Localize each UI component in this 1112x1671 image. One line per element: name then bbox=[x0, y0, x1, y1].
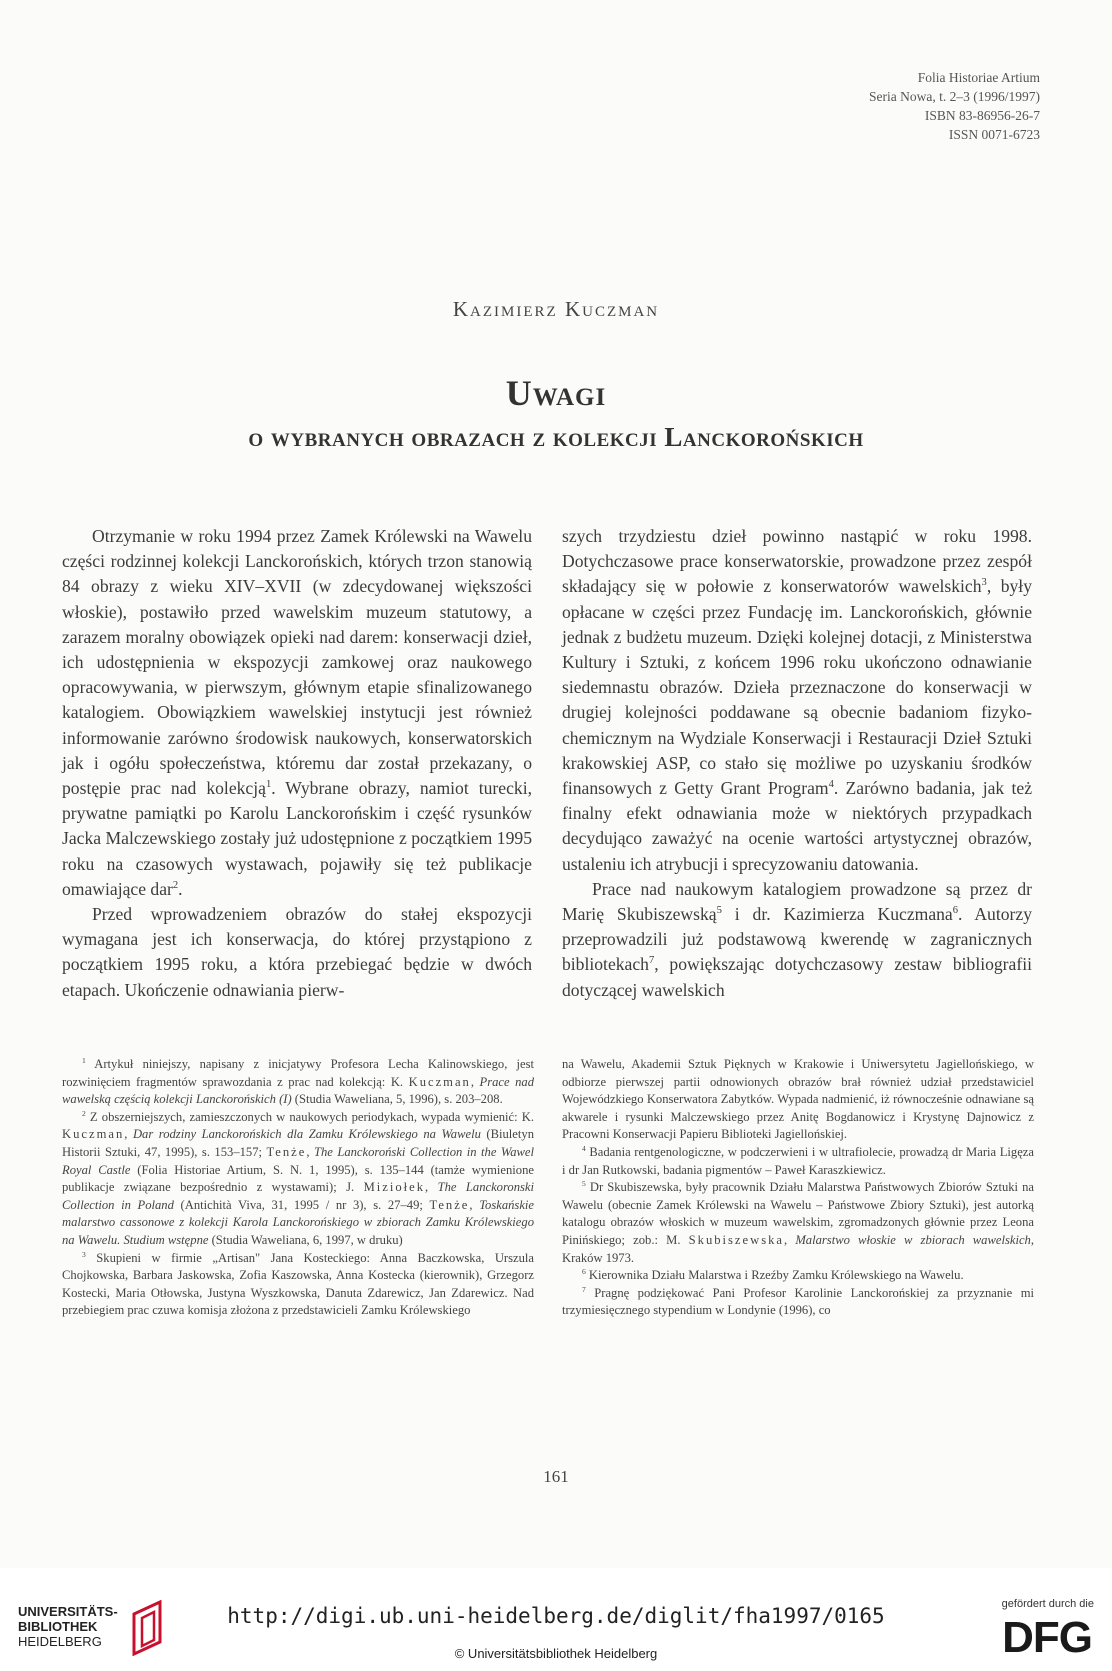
footnote: $^6$ Kierownika Działu Malarstwa i Rzeźby Zamku Królewskiego na Wawelu. bbox=[582, 1266, 964, 1283]
footnote-continued: na Wawelu, Akademii Sztuk Pięknych w Krakowie i Uniwersytetu Jagiellońskiego, w odbiorze pierwszej partii odnowionych obrazów brał również udział przedstawiciel Wojewódzkiego Konserwatora Zabytków. Wypada nadmienić, iż równocześnie odnawiane są akwarele i rysunki Malczewskiego przez Anitę Bogdanowicz i Krystynę Dajnowicz z Pracowni Konserwacji Papieru Biblioteki Jagiellońskiej. bbox=[562, 1057, 1034, 1142]
footnote-ref: 4 bbox=[828, 779, 834, 791]
article-title-line2: o wybranych obrazach z kolekcji Lanckorońskich bbox=[248, 422, 864, 452]
dfg-logo bbox=[982, 1612, 1094, 1656]
article-title-line1: Uwagi bbox=[505, 373, 607, 413]
footnote-ref: 2 bbox=[172, 879, 179, 891]
footnote-ref: 1 bbox=[265, 779, 272, 791]
footnotes-left bbox=[62, 1056, 534, 1320]
paragraph: Otrzymanie w roku 1994 przez Zamek Królewski na Wawelu części rodzinnej kolekcji Lanckorońskich, których trzon stanowią 84 obrazy z wieku XIV–XVII (w zdecydowanej większości włoskie), postawiło przed wawelskim muzeum statutowy, a zarazem moralny obowiązek opieki nad darem: konserwacji dzieł, ich udostępnienia w ekspozycji zamkowej oraz naukowego opracowywania, w pierwszym, głównym etapie sfinalizowanego katalogiem. Obowiązkiem wawelskiej instytucji jest również informowanie zarówno środowisk naukowych, konserwatorskich jak i ogółu społeczeństwa, któremu dar został przekazany, o postępie prac nad kolekcją$^1$. Wybrane obrazy, namiot turecki, prywatne pamiątki po Karolu Lanckorońskim i część rysunków Jacka Malczewskiego zostały już udostępnione z początkiem 1995 roku na czasowych wystawach, pojawiły się też publikacje omawiające dar$^2$. bbox=[62, 526, 532, 899]
footnote-ref: 7 bbox=[648, 955, 655, 967]
footnote: $^3$ Skupieni w firmie „Artisan" Jana Kosteckiego: Anna Baczkowska, Urszula Chojkowska, Barbara Jaskowska, Zofia Kaszowska, Anna Kostecka (kierownik), Grzegorz Kostecki, Maria Otłowska, Justyna Wyszkowska, Danuta Zdarewicz, Jan Zdarewicz. Nad przebiegiem prac czuwa komisja złożona z przedstawicieli Zamku Królewskiego bbox=[62, 1249, 534, 1318]
footnote-ref: 3 bbox=[981, 577, 987, 589]
footnote: $^5$ Dr Skubiszewska, były pracownik Działu Malarstwa Państwowych Zbiorów Sztuki na Wawelu (obecnie Zamek Królewski na Wawelu – Państwowe Zbiory Sztuki), jest autorką katalogu obrazów włoskich w muzeum wawelskim, zgromadzonych głównie przez Leona Pinińskiego; zob.: M. Skubiszewska, Malarstwo włoskie w zbiorach wawelskich, Kraków 1973. bbox=[562, 1178, 1034, 1265]
paragraph: szych trzydziestu dzieł powinno nastąpić w roku 1998. Dotychczasowe prace konserwatorskie, prowadzone przez zespół składający się w połowie z konserwatorów wawelskich$^3$, były opłacane w części przez Fundację im. Lanckorońskich, głównie jednak z budżetu muzeum. Dzięki kolejnej dotacji, z Ministerstwa Kultury i Sztuki, z końcem 1996 roku ukończono odnawianie siedemnastu obrazów. Dzieła przeznaczone do konserwacji w drugiej kolejności poddawane są obecnie badaniom fizyko-chemicznym na Wydziale Konserwacji i Restauracji Dzieł Sztuki krakowskiej ASP, co stało się możliwe po uzyskaniu środków finansowych z Getty Grant Program$^4$. Zarówno badania, jak też finalny efekt odnawiania może w niektórych przypadkach decydująco zaważyć na ocenie wartości artystycznej obrazów, ustaleniu ich atrybucji i sprecyzowaniu datowania. bbox=[562, 526, 1032, 874]
funding-caption: gefördert durch die bbox=[1001, 1598, 1094, 1610]
journal-isbn: ISBN 83-86956-26-7 bbox=[924, 108, 1040, 123]
article-author: Kazimierz Kuczman bbox=[452, 297, 660, 321]
journal-issn: ISSN 0071-6723 bbox=[948, 127, 1040, 142]
footnote: $^1$ Artykuł niniejszy, napisany z inicjatywy Profesora Lecha Kalinowskiego, jest rozwinięciem fragmentów sprawozdania z prac nad kolekcją: K. Kuczman, Prace nad wawelską częścią kolekcji Lanckorońskich (I) (Studia Waweliana, 5, 1996), s. 203–208. bbox=[62, 1055, 535, 1107]
page-number: 161 bbox=[543, 1467, 569, 1486]
footnote-ref: 6 bbox=[952, 905, 959, 917]
journal-title: Folia Historiae Artium bbox=[917, 70, 1040, 85]
permalink-url[interactable]: http://digi.ub.uni-heidelberg.de/diglit/fha1997/0165 bbox=[227, 1604, 885, 1628]
footnotes-right bbox=[562, 1056, 1034, 1320]
paragraph: Przed wprowadzeniem obrazów do stałej ekspozycji wymagana jest ich konserwacja, do której przystąpiono z początkiem 1995 roku, a która przebiegać będzie w dwóch etapach. Ukończenie odnawiania pierw- bbox=[62, 904, 532, 1000]
body-column-left bbox=[62, 524, 532, 1003]
journal-series: Seria Nowa, t. 2–3 (1996/1997) bbox=[869, 89, 1040, 104]
paragraph: Prace nad naukowym katalogiem prowadzone są przez dr Marię Skubiszewską$^5$ i dr. Kazimierza Kuczmana$^6$. Autorzy przeprowadzili już podstawową kwerendę w zagranicznych bibliotekach$^7$, powiększając dotychczasowy zestaw bibliografii dotyczącej wawelskich bbox=[562, 878, 1032, 1000]
footnote-ref: 5 bbox=[716, 905, 722, 917]
body-column-right bbox=[562, 524, 1032, 1003]
footnote: $^7$ Pragnę podziękować Pani Profesor Karolinie Lanckorońskiej za przyznanie mi trzymiesięcznego stypendium w Londynie (1996), co bbox=[562, 1284, 1034, 1318]
dfg-funding[interactable] bbox=[974, 1598, 1094, 1656]
digitization-footer bbox=[0, 1590, 1112, 1671]
footnote: $^4$ Badania rentgenologiczne, w podczerwieni i w ultrafiolecie, prowadzą dr Maria Ligęza i dr Jan Rutkowski, badania pigmentów – Paweł Karaszkiewicz. bbox=[562, 1143, 1034, 1177]
library-name: UNIVERSITÄTS- BIBLIOTHEK HEIDELBERG bbox=[18, 1604, 118, 1649]
footnote: $^2$ Z obszerniejszych, zamieszczonych w naukowych periodykach, wypada wymienić: K. Kuczman, Dar rodziny Lanckorońskich dla Zamku Królewskiego na Wawelu (Biuletyn Historii Sztuki, 47, 1995), s. 153–157; Tenże, The Lanckoroński Collection in the Wawel Royal Castle (Folia Historiae Artium, S. N. 1, 1995), s. 135–144 (tamże wymienione publikacje związane bezpośrednio z wystawami); J. Miziołek, The Lanckoronski Collection in Poland (Antichità Viva, 31, 1995 / nr 3), s. 27–49; Tenże, Toskańskie malarstwo cassonowe z kolekcji Karola Lanckorońskiego w zbiorach Zamku Królewskiego na Wawelu. Studium wstępne (Studia Waweliana, 6, 1997, w druku) bbox=[62, 1108, 535, 1247]
dfg-logo-text: DFG bbox=[1002, 1613, 1092, 1656]
journal-info bbox=[869, 68, 1040, 144]
copyright-notice: © Universitätsbibliothek Heidelberg bbox=[454, 1646, 658, 1661]
